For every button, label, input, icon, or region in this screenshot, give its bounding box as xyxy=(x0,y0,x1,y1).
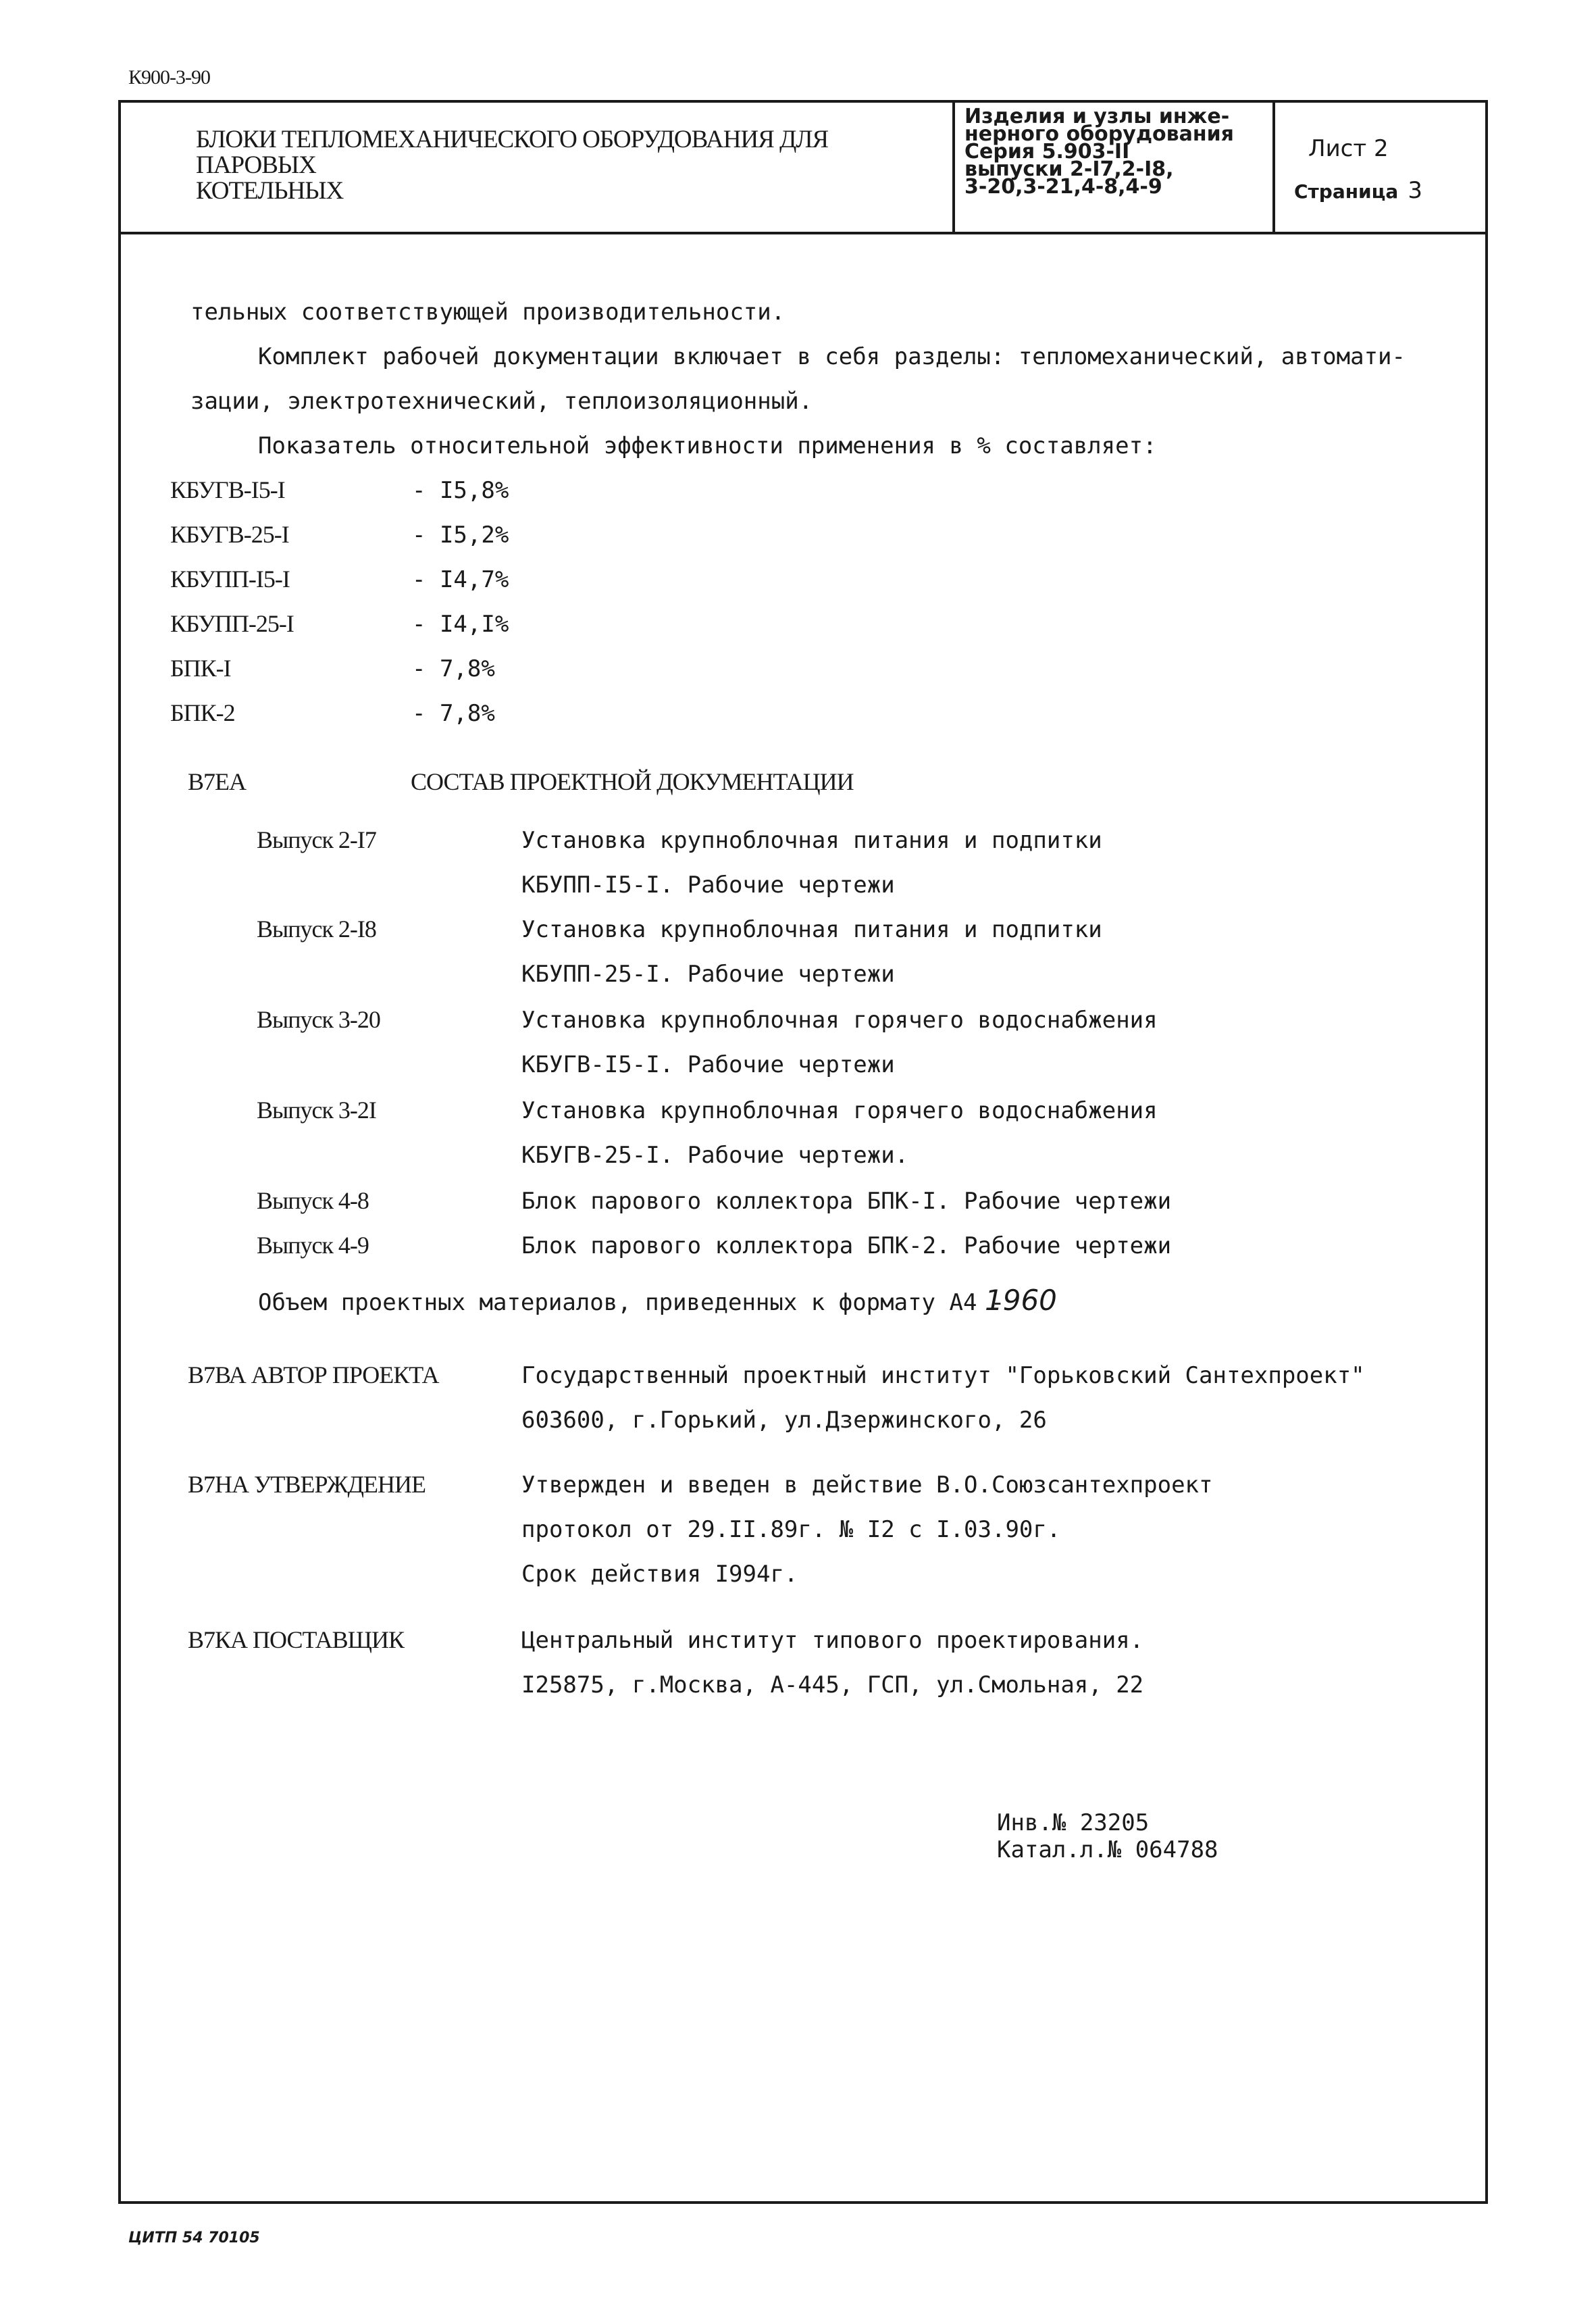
issue-text-3b: КБУГВ-I5-I. Рабочие чертежи xyxy=(521,1051,895,1078)
page-label: Страница xyxy=(1294,180,1399,203)
issue-text-4a: Установка крупноблочная горячего водоснабжения xyxy=(521,1097,1158,1124)
efficiency-name-4: КБУПП-25-I xyxy=(170,610,294,637)
approval-line-3: Срок действия I994г. xyxy=(521,1561,798,1588)
footer-stamp: ЦИТП 54 70105 xyxy=(128,2230,260,2246)
issue-label-6: Выпуск 4-9 xyxy=(257,1232,369,1259)
intro-line-2: Комплект рабочей документации включает в себя разделы: тепломеханический, автомати- xyxy=(258,343,1406,370)
sheet-label: Лист 2 xyxy=(1308,135,1389,162)
intro-line-4: Показатель относительной эффективности применения в % составляет: xyxy=(258,432,1157,459)
efficiency-name-6: БПК-2 xyxy=(170,699,235,726)
issue-text-5a: Блок парового коллектора БПК-I. Рабочие чертежи xyxy=(521,1188,1172,1215)
issue-text-2a: Установка крупноблочная питания и подпитки xyxy=(521,916,1102,943)
volume-text: Объем проектных материалов, приведенных к формату А4 - xyxy=(258,1289,1005,1316)
issue-label-3: Выпуск 3-20 xyxy=(257,1006,380,1033)
series-line-4: выпуски 2-I7,2-I8, xyxy=(964,157,1174,181)
efficiency-name-1: КБУГВ-I5-I xyxy=(170,476,285,503)
issue-label-1: Выпуск 2-I7 xyxy=(257,826,376,853)
header-separator-1 xyxy=(952,101,955,233)
issue-text-2b: КБУПП-25-I. Рабочие чертежи xyxy=(521,961,895,988)
page-info xyxy=(1294,177,1422,204)
title-line-2: КОТЕЛЬНЫХ xyxy=(196,177,344,205)
document-code: К900-3-90 xyxy=(128,66,210,89)
document-title xyxy=(196,127,939,204)
approval-line-2: протокол от 29.II.89г. № I2 с I.03.90г. xyxy=(521,1516,1061,1543)
efficiency-value-5: - 7,8% xyxy=(412,655,495,682)
intro-line-1: тельных соответствующей производительности. xyxy=(190,299,786,326)
efficiency-value-4: - I4,I% xyxy=(412,611,509,638)
issue-text-3a: Установка крупноблочная горячего водоснабжения xyxy=(521,1007,1158,1034)
supplier-line-1: Центральный институт типового проектирования. xyxy=(521,1627,1144,1654)
issue-label-4: Выпуск 3-2I xyxy=(257,1097,376,1124)
title-line-1: БЛОКИ ТЕПЛОМЕХАНИЧЕСКОГО ОБОРУДОВАНИЯ ДЛЯ ПАРОВЫХ xyxy=(196,126,829,179)
composition-code: В7ЕА xyxy=(188,768,246,795)
supplier-code: В7КА ПОСТАВЩИК xyxy=(188,1626,405,1653)
header-separator-2 xyxy=(1272,101,1275,233)
series-line-2: нерного оборудования xyxy=(964,122,1234,146)
catalog-number: Катал.л.№ 064788 xyxy=(997,1836,1218,1863)
approval-line-1: Утвержден и введен в действие В.О.Союзсантехпроект xyxy=(521,1472,1213,1499)
efficiency-value-3: - I4,7% xyxy=(412,566,509,593)
efficiency-value-6: - 7,8% xyxy=(412,700,495,727)
issue-text-4b: КБУГВ-25-I. Рабочие чертежи. xyxy=(521,1142,909,1169)
efficiency-value-2: - I5,2% xyxy=(412,522,509,549)
efficiency-value-1: - I5,8% xyxy=(412,477,509,504)
issue-text-1b: КБУПП-I5-I. Рабочие чертежи xyxy=(521,872,895,899)
page-number: 3 xyxy=(1408,177,1422,204)
supplier-line-2: I25875, г.Москва, А-445, ГСП, ул.Смольная, 22 xyxy=(521,1671,1144,1699)
issue-text-1a: Установка крупноблочная питания и подпитки xyxy=(521,827,1102,854)
author-line-1: Государственный проектный институт "Горьковский Сантехпроект" xyxy=(521,1362,1365,1389)
series-line-1: Изделия и узлы инже- xyxy=(964,105,1230,128)
efficiency-name-2: КБУГВ-25-I xyxy=(170,521,289,548)
approval-code: В7НА УТВЕРЖДЕНИЕ xyxy=(188,1471,426,1498)
efficiency-name-5: БПК-I xyxy=(170,655,231,682)
series-info xyxy=(964,105,1268,199)
author-line-2: 603600, г.Горький, ул.Дзержинского, 26 xyxy=(521,1407,1047,1434)
efficiency-name-3: КБУПП-I5-I xyxy=(170,565,290,593)
series-line-3: Серия 5.903-II xyxy=(964,140,1130,164)
series-line-5: 3-20,3-21,4-8,4-9 xyxy=(964,175,1162,199)
volume-value: 1960 xyxy=(985,1284,1057,1317)
issue-label-2: Выпуск 2-I8 xyxy=(257,915,376,942)
intro-line-3: зации, электротехнический, теплоизоляционный. xyxy=(190,388,813,415)
composition-title: СОСТАВ ПРОЕКТНОЙ ДОКУМЕНТАЦИИ xyxy=(411,768,854,795)
issue-text-6a: Блок парового коллектора БПК-2. Рабочие чертежи xyxy=(521,1232,1172,1259)
header-divider xyxy=(118,232,1488,234)
inventory-number: Инв.№ 23205 xyxy=(997,1809,1150,1836)
issue-label-5: Выпуск 4-8 xyxy=(257,1187,369,1214)
author-code: В7ВА АВТОР ПРОЕКТА xyxy=(188,1361,439,1388)
